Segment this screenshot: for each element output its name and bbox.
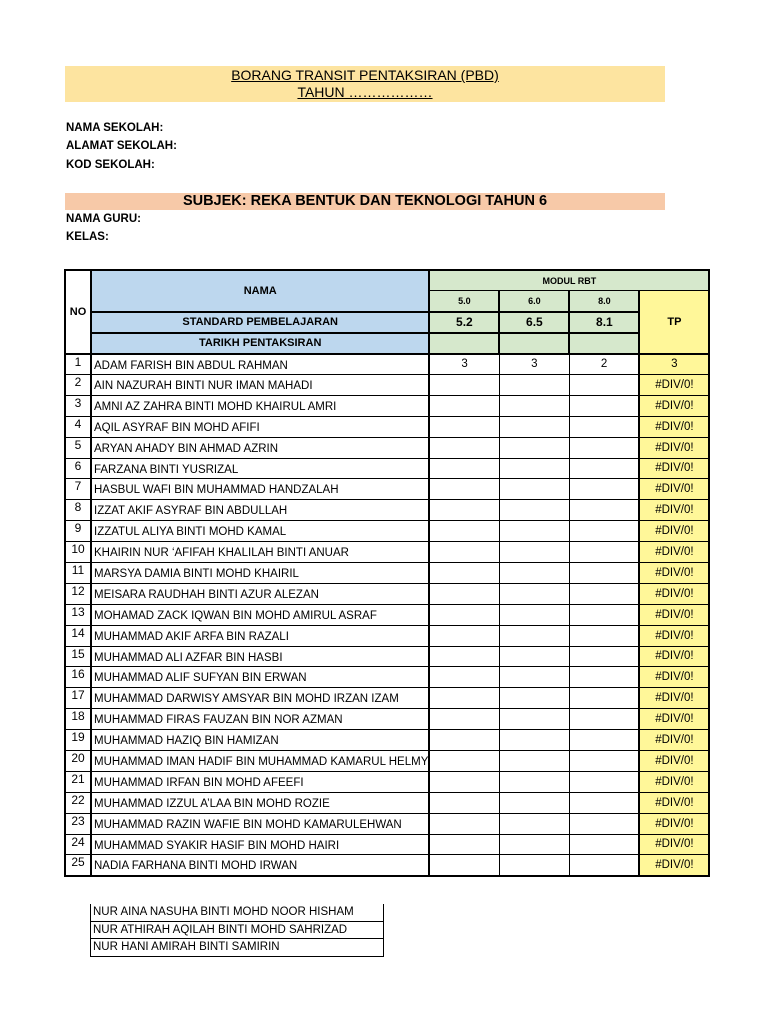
row-number: 12 (65, 583, 91, 604)
student-name: AIN NAZURAH BINTI NUR IMAN MAHADI (91, 374, 429, 395)
score-cell-6-5[interactable] (499, 730, 569, 751)
score-cell-5-2[interactable] (429, 416, 499, 437)
score-cell-6-5[interactable] (499, 813, 569, 834)
table-row (65, 855, 709, 876)
table-row (65, 667, 709, 688)
tp-result: #DIV/0! (639, 479, 709, 500)
tarikh-input-1[interactable] (429, 333, 499, 354)
table-row (65, 709, 709, 730)
score-cell-5-2[interactable] (429, 479, 499, 500)
student-name: MUHAMMAD IMAN HADIF BIN MUHAMMAD KAMARUL HELMY (91, 750, 429, 771)
row-number: 3 (65, 395, 91, 416)
score-cell-8-1[interactable] (569, 813, 639, 834)
score-cell-6-5[interactable] (499, 771, 569, 792)
score-cell-5-2[interactable] (429, 374, 499, 395)
student-name: ADAM FARISH BIN ABDUL RAHMAN (91, 354, 429, 375)
student-name: IZZATUL ALIYA BINTI MOHD KAMAL (91, 521, 429, 542)
tp-result: #DIV/0! (639, 750, 709, 771)
score-cell-5-2[interactable] (429, 604, 499, 625)
score-cell-6-5[interactable] (499, 458, 569, 479)
tp-result: #DIV/0! (639, 792, 709, 813)
score-cell-5-2[interactable] (429, 813, 499, 834)
tp-result: #DIV/0! (639, 437, 709, 458)
table-row (65, 354, 709, 375)
score-cell-6-5[interactable] (499, 604, 569, 625)
score-cell-5-2[interactable] (429, 542, 499, 563)
row-number: 23 (65, 813, 91, 834)
score-cell-8-1[interactable] (569, 458, 639, 479)
row-number: 17 (65, 688, 91, 709)
score-cell-8-1[interactable] (569, 521, 639, 542)
row-number: 2 (65, 374, 91, 395)
score-cell-6-5[interactable] (499, 855, 569, 876)
modul-code-3: 8.0 (569, 291, 639, 312)
score-cell-5-2[interactable] (429, 500, 499, 521)
score-cell-8-1[interactable] (569, 562, 639, 583)
row-number: 6 (65, 458, 91, 479)
table-row (65, 625, 709, 646)
score-cell-8-1[interactable] (569, 374, 639, 395)
col-nama-header: NAMA (91, 270, 429, 312)
student-name: MARSYA DAMIA BINTI MOHD KHAIRIL (91, 562, 429, 583)
student-name: AMNI AZ ZAHRA BINTI MOHD KHAIRUL AMRI (91, 395, 429, 416)
table-row (65, 562, 709, 583)
tp-result: #DIV/0! (639, 834, 709, 855)
score-cell-6-5[interactable] (499, 395, 569, 416)
score-cell-6-5[interactable] (499, 500, 569, 521)
tp-result: #DIV/0! (639, 604, 709, 625)
score-cell-8-1[interactable] (569, 500, 639, 521)
row-number: 9 (65, 521, 91, 542)
score-cell-6-5[interactable] (499, 709, 569, 730)
score-cell-8-1[interactable] (569, 625, 639, 646)
tp-result: 3 (639, 354, 709, 375)
student-name: KHAIRIN NUR ‘AFIFAH KHALILAH BINTI ANUAR (91, 542, 429, 563)
score-cell-8-1[interactable] (569, 604, 639, 625)
score-cell-5-2[interactable] (429, 771, 499, 792)
score-cell-5-2[interactable] (429, 437, 499, 458)
tarikh-input-2[interactable] (499, 333, 569, 354)
student-name: MUHAMMAD IRFAN BIN MOHD AFEEFI (91, 771, 429, 792)
student-name: HASBUL WAFI BIN MUHAMMAD HANDZALAH (91, 479, 429, 500)
score-cell-5-2[interactable] (429, 521, 499, 542)
score-cell-6-5[interactable] (499, 479, 569, 500)
score-cell-6-5[interactable] (499, 834, 569, 855)
form-title: BORANG TRANSIT PENTAKSIRAN (PBD) (231, 67, 499, 83)
table-row (65, 604, 709, 625)
student-name: MEISARA RAUDHAH BINTI AZUR ALEZAN (91, 583, 429, 604)
table-row (65, 688, 709, 709)
row-number: 7 (65, 479, 91, 500)
score-cell-5-2[interactable] (429, 583, 499, 604)
tp-result: #DIV/0! (639, 813, 709, 834)
subject-title: SUBJEK: REKA BENTUK DAN TEKNOLOGI TAHUN 6 (65, 193, 665, 210)
score-cell-8-1[interactable] (569, 688, 639, 709)
score-cell-5-2[interactable] (429, 646, 499, 667)
extra-student-name: NUR ATHIRAH AQILAH BINTI MOHD SAHRIZAD (90, 922, 384, 940)
tp-result: #DIV/0! (639, 730, 709, 751)
table-row (65, 750, 709, 771)
modul-code-1: 5.0 (429, 291, 499, 312)
standard-3: 8.1 (569, 312, 639, 333)
row-number: 10 (65, 542, 91, 563)
table-row (65, 479, 709, 500)
student-name: MUHAMMAD HAZIQ BIN HAMIZAN (91, 730, 429, 751)
table-row (65, 542, 709, 563)
score-cell-5-2[interactable] (429, 834, 499, 855)
row-number: 1 (65, 354, 91, 375)
score-cell-8-1[interactable] (569, 730, 639, 751)
tp-result: #DIV/0! (639, 500, 709, 521)
score-cell-8-1[interactable] (569, 542, 639, 563)
tp-result: #DIV/0! (639, 646, 709, 667)
row-number: 21 (65, 771, 91, 792)
row-number: 20 (65, 750, 91, 771)
score-cell-8-1[interactable] (569, 667, 639, 688)
score-cell-5-2[interactable] (429, 562, 499, 583)
row-number: 24 (65, 834, 91, 855)
student-name: MUHAMMAD ALIF SUFYAN BIN ERWAN (91, 667, 429, 688)
tp-result: #DIV/0! (639, 583, 709, 604)
form-title-band (65, 66, 665, 102)
table-row (65, 834, 709, 855)
table-row (65, 374, 709, 395)
student-name: MUHAMMAD RAZIN WAFIE BIN MOHD KAMARULEHWAN (91, 813, 429, 834)
student-name: MOHAMAD ZACK IQWAN BIN MOHD AMIRUL ASRAF (91, 604, 429, 625)
score-cell-6-5[interactable] (499, 646, 569, 667)
score-cell-8-1[interactable] (569, 771, 639, 792)
modul-code-2: 6.0 (499, 291, 569, 312)
class-label: KELAS: (66, 231, 109, 243)
school-address-label: ALAMAT SEKOLAH: (66, 140, 177, 152)
score-cell-6-5[interactable] (499, 625, 569, 646)
tp-result: #DIV/0! (639, 709, 709, 730)
score-cell-6-5[interactable] (499, 792, 569, 813)
student-name: MUHAMMAD IZZUL A’LAA BIN MOHD ROZIE (91, 792, 429, 813)
tp-result: #DIV/0! (639, 542, 709, 563)
score-cell-8-1[interactable] (569, 479, 639, 500)
score-cell-5-2[interactable] (429, 750, 499, 771)
extra-student-name: NUR HANI AMIRAH BINTI SAMIRIN (90, 939, 384, 957)
table-row (65, 771, 709, 792)
score-cell-5-2[interactable] (429, 458, 499, 479)
tp-result: #DIV/0! (639, 416, 709, 437)
standard-2: 6.5 (499, 312, 569, 333)
table-row (65, 583, 709, 604)
form-year: TAHUN ……………… (297, 84, 433, 100)
tp-result: #DIV/0! (639, 625, 709, 646)
tp-result: #DIV/0! (639, 374, 709, 395)
score-cell-6-5[interactable] (499, 374, 569, 395)
score-cell-8-1[interactable] (569, 583, 639, 604)
score-cell-6-5[interactable] (499, 521, 569, 542)
score-cell-8-1[interactable] (569, 855, 639, 876)
score-cell-8-1[interactable] (569, 395, 639, 416)
score-cell-6-5[interactable] (499, 437, 569, 458)
score-cell-8-1[interactable] (569, 437, 639, 458)
score-cell-8-1[interactable] (569, 646, 639, 667)
student-name: MUHAMMAD AKIF ARFA BIN RAZALI (91, 625, 429, 646)
score-cell-5-2[interactable] (429, 395, 499, 416)
score-cell-5-2[interactable] (429, 730, 499, 751)
row-number: 5 (65, 437, 91, 458)
row-number: 22 (65, 792, 91, 813)
student-name: FARZANA BINTI YUSRIZAL (91, 458, 429, 479)
tp-result: #DIV/0! (639, 771, 709, 792)
student-name: MUHAMMAD DARWISY AMSYAR BIN MOHD IRZAN IZAM (91, 688, 429, 709)
school-name-label: NAMA SEKOLAH: (66, 122, 164, 134)
extra-student-name: NUR AINA NASUHA BINTI MOHD NOOR HISHAM (90, 904, 384, 922)
student-name: MUHAMMAD FIRAS FAUZAN BIN NOR AZMAN (91, 709, 429, 730)
col-tp-header: TP (639, 291, 709, 354)
row-number: 11 (65, 562, 91, 583)
score-cell-8-1[interactable] (569, 416, 639, 437)
assessment-table (64, 269, 710, 877)
student-name: NADIA FARHANA BINTI MOHD IRWAN (91, 855, 429, 876)
standard-1: 5.2 (429, 312, 499, 333)
table-row (65, 813, 709, 834)
school-code-label: KOD SEKOLAH: (66, 159, 155, 171)
table-row (65, 500, 709, 521)
student-name: ARYAN AHADY BIN AHMAD AZRIN (91, 437, 429, 458)
row-number: 18 (65, 709, 91, 730)
tp-result: #DIV/0! (639, 667, 709, 688)
score-cell-6-5[interactable] (499, 750, 569, 771)
table-row (65, 646, 709, 667)
score-cell-5-2[interactable] (429, 709, 499, 730)
score-cell-5-2[interactable] (429, 688, 499, 709)
tp-result: #DIV/0! (639, 855, 709, 876)
score-cell-6-5[interactable] (499, 667, 569, 688)
tp-result: #DIV/0! (639, 395, 709, 416)
score-cell-8-1[interactable] (569, 709, 639, 730)
row-number: 19 (65, 730, 91, 751)
row-number: 14 (65, 625, 91, 646)
row-number: 4 (65, 416, 91, 437)
score-cell-5-2[interactable] (429, 667, 499, 688)
standard-label: STANDARD PEMBELAJARAN (91, 312, 429, 333)
score-cell-6-5[interactable] (499, 542, 569, 563)
row-number: 25 (65, 855, 91, 876)
table-row (65, 437, 709, 458)
row-number: 8 (65, 500, 91, 521)
student-name: IZZAT AKIF ASYRAF BIN ABDULLAH (91, 500, 429, 521)
score-cell-5-2[interactable] (429, 792, 499, 813)
score-cell-6-5[interactable] (499, 416, 569, 437)
tarikh-input-3[interactable] (569, 333, 639, 354)
table-row (65, 458, 709, 479)
student-name: MUHAMMAD SYAKIR HASIF BIN MOHD HAIRI (91, 834, 429, 855)
score-cell-6-5[interactable] (499, 562, 569, 583)
score-cell-6-5[interactable]: 3 (499, 354, 569, 375)
tp-result: #DIV/0! (639, 688, 709, 709)
table-row (65, 395, 709, 416)
table-row (65, 416, 709, 437)
teacher-name-label: NAMA GURU: (66, 213, 141, 225)
tp-result: #DIV/0! (639, 458, 709, 479)
tp-result: #DIV/0! (639, 521, 709, 542)
col-modul-header: MODUL RBT (429, 270, 709, 291)
score-cell-8-1[interactable] (569, 750, 639, 771)
student-name: MUHAMMAD ALI AZFAR BIN HASBI (91, 646, 429, 667)
score-cell-8-1[interactable] (569, 834, 639, 855)
score-cell-5-2[interactable]: 3 (429, 354, 499, 375)
score-cell-8-1[interactable]: 2 (569, 354, 639, 375)
score-cell-6-5[interactable] (499, 688, 569, 709)
table-row (65, 792, 709, 813)
score-cell-8-1[interactable] (569, 792, 639, 813)
score-cell-5-2[interactable] (429, 625, 499, 646)
row-number: 15 (65, 646, 91, 667)
score-cell-6-5[interactable] (499, 583, 569, 604)
table-row (65, 521, 709, 542)
col-no-header: NO (65, 270, 91, 354)
tarikh-label: TARIKH PENTAKSIRAN (91, 333, 429, 354)
table-row (65, 730, 709, 751)
row-number: 16 (65, 667, 91, 688)
score-cell-5-2[interactable] (429, 855, 499, 876)
student-name: AQIL ASYRAF BIN MOHD AFIFI (91, 416, 429, 437)
tp-result: #DIV/0! (639, 562, 709, 583)
row-number: 13 (65, 604, 91, 625)
